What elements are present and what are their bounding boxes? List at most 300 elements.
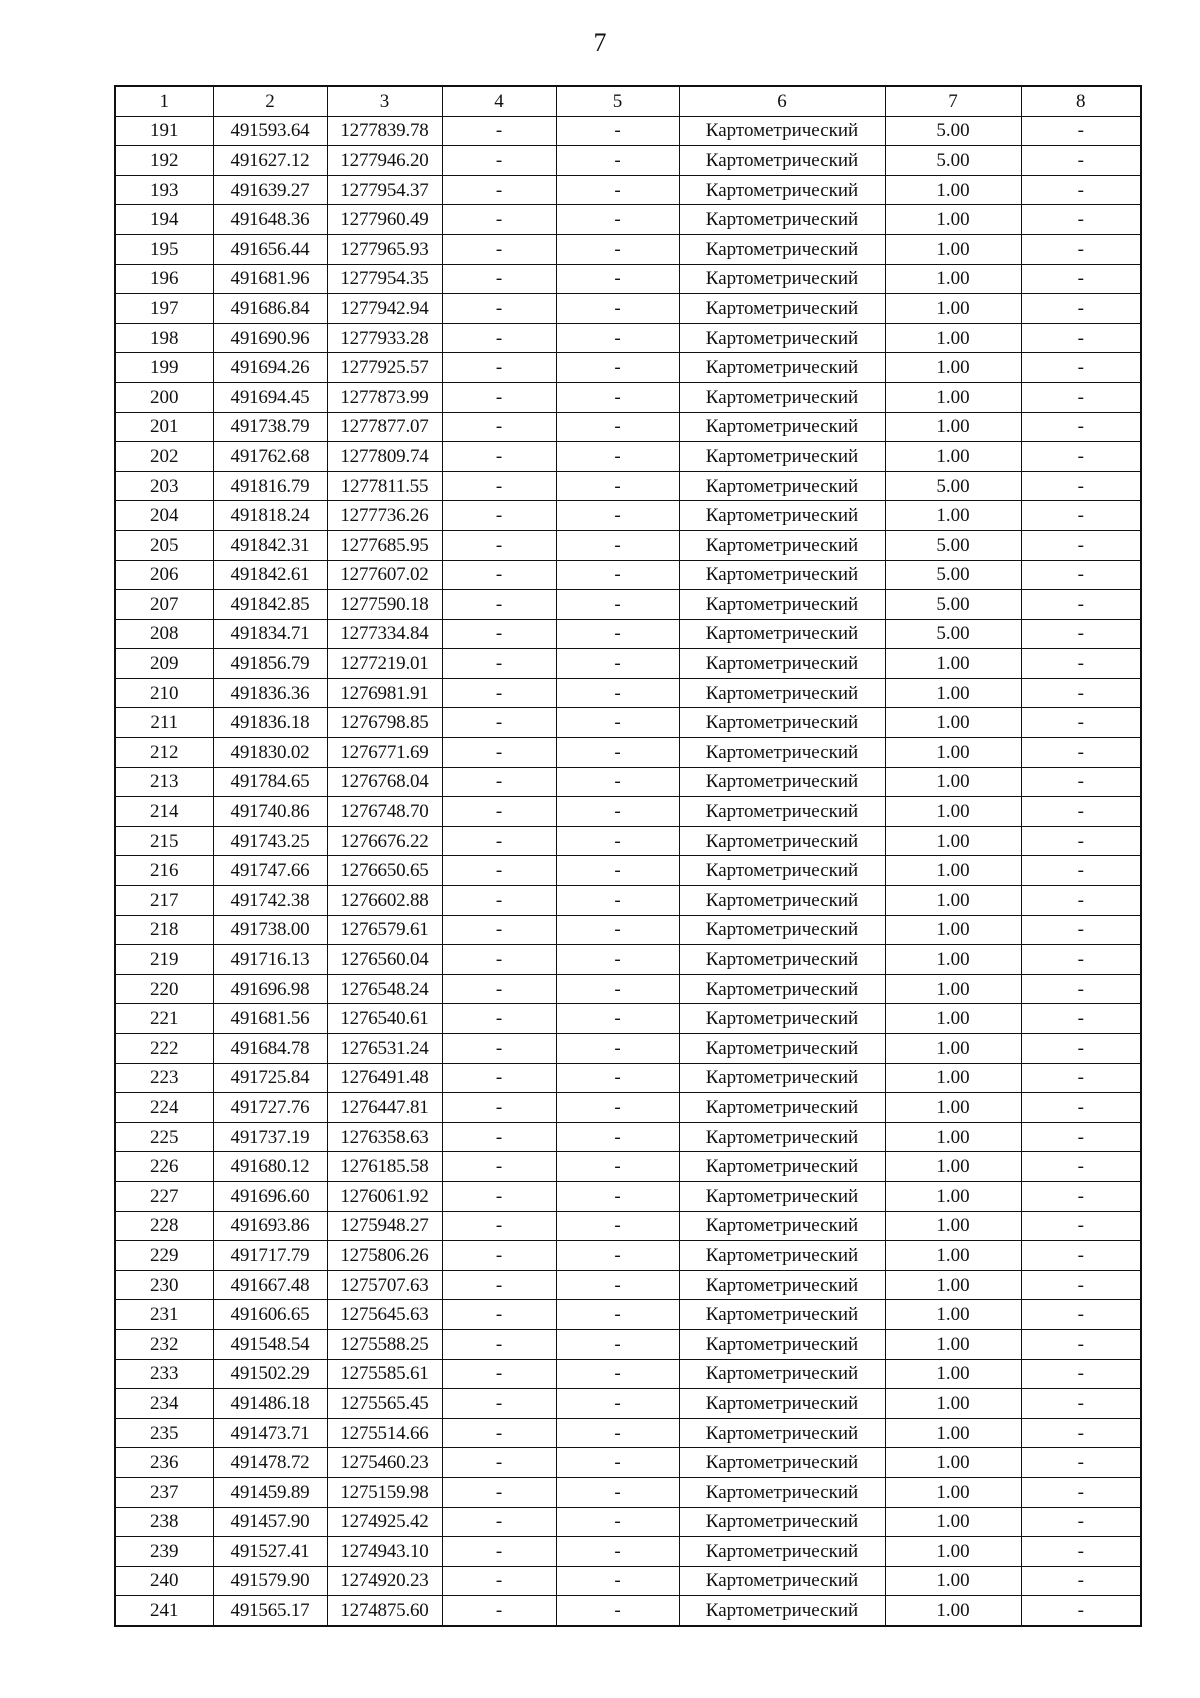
table-row bbox=[115, 738, 1141, 768]
cell-col-4: - bbox=[442, 1093, 556, 1123]
cell-accuracy: 1.00 bbox=[885, 353, 1021, 383]
cell-x-coordinate: 491473.71 bbox=[213, 1418, 327, 1448]
cell-y-coordinate: 1277946.20 bbox=[327, 146, 442, 176]
cell-x-coordinate: 491830.02 bbox=[213, 738, 327, 768]
cell-col-4: - bbox=[442, 116, 556, 146]
cell-col-4: - bbox=[442, 1389, 556, 1419]
table-row bbox=[115, 1270, 1141, 1300]
cell-col-8: - bbox=[1021, 1241, 1141, 1271]
cell-col-4: - bbox=[442, 1596, 556, 1626]
cell-x-coordinate: 491717.79 bbox=[213, 1241, 327, 1271]
cell-y-coordinate: 1276185.58 bbox=[327, 1152, 442, 1182]
cell-col-5: - bbox=[556, 1093, 679, 1123]
cell-x-coordinate: 491686.84 bbox=[213, 294, 327, 324]
cell-col-5: - bbox=[556, 1537, 679, 1567]
cell-accuracy: 1.00 bbox=[885, 767, 1021, 797]
cell-point-number: 233 bbox=[115, 1359, 213, 1389]
cell-accuracy: 1.00 bbox=[885, 1329, 1021, 1359]
cell-accuracy: 5.00 bbox=[885, 146, 1021, 176]
table-row bbox=[115, 412, 1141, 442]
table-row bbox=[115, 442, 1141, 472]
cell-accuracy: 1.00 bbox=[885, 1270, 1021, 1300]
cell-col-5: - bbox=[556, 826, 679, 856]
cell-col-4: - bbox=[442, 738, 556, 768]
cell-y-coordinate: 1277877.07 bbox=[327, 412, 442, 442]
cell-col-4: - bbox=[442, 471, 556, 501]
table-row bbox=[115, 1241, 1141, 1271]
cell-col-5: - bbox=[556, 412, 679, 442]
cell-method: Картометрический bbox=[679, 1241, 885, 1271]
table-row bbox=[115, 205, 1141, 235]
cell-method: Картометрический bbox=[679, 442, 885, 472]
cell-col-4: - bbox=[442, 649, 556, 679]
cell-col-5: - bbox=[556, 560, 679, 590]
cell-point-number: 232 bbox=[115, 1329, 213, 1359]
column-header-1: 1 bbox=[115, 86, 213, 116]
cell-col-4: - bbox=[442, 915, 556, 945]
table-row bbox=[115, 590, 1141, 620]
cell-y-coordinate: 1276748.70 bbox=[327, 797, 442, 827]
cell-y-coordinate: 1277933.28 bbox=[327, 323, 442, 353]
cell-col-8: - bbox=[1021, 412, 1141, 442]
cell-col-5: - bbox=[556, 234, 679, 264]
cell-y-coordinate: 1275948.27 bbox=[327, 1211, 442, 1241]
cell-col-4: - bbox=[442, 264, 556, 294]
cell-y-coordinate: 1276981.91 bbox=[327, 678, 442, 708]
cell-col-5: - bbox=[556, 915, 679, 945]
cell-y-coordinate: 1276531.24 bbox=[327, 1034, 442, 1064]
table-row bbox=[115, 323, 1141, 353]
cell-y-coordinate: 1277685.95 bbox=[327, 530, 442, 560]
cell-y-coordinate: 1277607.02 bbox=[327, 560, 442, 590]
cell-y-coordinate: 1276768.04 bbox=[327, 767, 442, 797]
cell-col-8: - bbox=[1021, 945, 1141, 975]
cell-accuracy: 1.00 bbox=[885, 1152, 1021, 1182]
cell-col-5: - bbox=[556, 1181, 679, 1211]
cell-x-coordinate: 491856.79 bbox=[213, 649, 327, 679]
cell-method: Картометрический bbox=[679, 590, 885, 620]
cell-col-5: - bbox=[556, 1300, 679, 1330]
cell-x-coordinate: 491694.26 bbox=[213, 353, 327, 383]
cell-x-coordinate: 491762.68 bbox=[213, 442, 327, 472]
cell-col-5: - bbox=[556, 1152, 679, 1182]
cell-point-number: 193 bbox=[115, 175, 213, 205]
table-row bbox=[115, 1359, 1141, 1389]
cell-accuracy: 5.00 bbox=[885, 116, 1021, 146]
cell-point-number: 202 bbox=[115, 442, 213, 472]
cell-col-8: - bbox=[1021, 234, 1141, 264]
cell-col-8: - bbox=[1021, 1566, 1141, 1596]
cell-col-8: - bbox=[1021, 353, 1141, 383]
cell-x-coordinate: 491690.96 bbox=[213, 323, 327, 353]
cell-col-4: - bbox=[442, 1004, 556, 1034]
cell-method: Картометрический bbox=[679, 1537, 885, 1567]
table-row bbox=[115, 856, 1141, 886]
cell-col-4: - bbox=[442, 619, 556, 649]
cell-accuracy: 1.00 bbox=[885, 1241, 1021, 1271]
cell-accuracy: 1.00 bbox=[885, 442, 1021, 472]
cell-col-5: - bbox=[556, 945, 679, 975]
cell-y-coordinate: 1277839.78 bbox=[327, 116, 442, 146]
cell-col-8: - bbox=[1021, 382, 1141, 412]
table-row bbox=[115, 974, 1141, 1004]
table-row bbox=[115, 1063, 1141, 1093]
cell-method: Картометрический bbox=[679, 1034, 885, 1064]
cell-col-4: - bbox=[442, 175, 556, 205]
table-row bbox=[115, 1300, 1141, 1330]
cell-accuracy: 1.00 bbox=[885, 1359, 1021, 1389]
cell-col-8: - bbox=[1021, 1181, 1141, 1211]
cell-x-coordinate: 491486.18 bbox=[213, 1389, 327, 1419]
cell-point-number: 237 bbox=[115, 1477, 213, 1507]
cell-col-5: - bbox=[556, 382, 679, 412]
cell-accuracy: 1.00 bbox=[885, 915, 1021, 945]
cell-col-4: - bbox=[442, 382, 556, 412]
cell-x-coordinate: 491548.54 bbox=[213, 1329, 327, 1359]
cell-point-number: 191 bbox=[115, 116, 213, 146]
cell-col-5: - bbox=[556, 649, 679, 679]
cell-y-coordinate: 1276771.69 bbox=[327, 738, 442, 768]
column-header-3: 3 bbox=[327, 86, 442, 116]
cell-col-8: - bbox=[1021, 678, 1141, 708]
cell-col-5: - bbox=[556, 323, 679, 353]
cell-accuracy: 1.00 bbox=[885, 1448, 1021, 1478]
table-row bbox=[115, 146, 1141, 176]
cell-x-coordinate: 491818.24 bbox=[213, 501, 327, 531]
cell-method: Картометрический bbox=[679, 1448, 885, 1478]
cell-col-4: - bbox=[442, 678, 556, 708]
cell-col-8: - bbox=[1021, 1152, 1141, 1182]
cell-col-8: - bbox=[1021, 1596, 1141, 1626]
cell-y-coordinate: 1274920.23 bbox=[327, 1566, 442, 1596]
cell-x-coordinate: 491740.86 bbox=[213, 797, 327, 827]
cell-point-number: 220 bbox=[115, 974, 213, 1004]
cell-point-number: 196 bbox=[115, 264, 213, 294]
cell-accuracy: 1.00 bbox=[885, 708, 1021, 738]
cell-col-4: - bbox=[442, 1241, 556, 1271]
cell-col-5: - bbox=[556, 1122, 679, 1152]
cell-col-8: - bbox=[1021, 116, 1141, 146]
cell-col-4: - bbox=[442, 886, 556, 916]
cell-col-4: - bbox=[442, 1418, 556, 1448]
cell-col-5: - bbox=[556, 1329, 679, 1359]
cell-method: Картометрический bbox=[679, 1004, 885, 1034]
cell-col-8: - bbox=[1021, 974, 1141, 1004]
cell-col-8: - bbox=[1021, 1211, 1141, 1241]
cell-x-coordinate: 491836.36 bbox=[213, 678, 327, 708]
cell-method: Картометрический bbox=[679, 974, 885, 1004]
cell-y-coordinate: 1275645.63 bbox=[327, 1300, 442, 1330]
cell-col-8: - bbox=[1021, 205, 1141, 235]
cell-col-4: - bbox=[442, 826, 556, 856]
cell-accuracy: 1.00 bbox=[885, 1122, 1021, 1152]
cell-method: Картометрический bbox=[679, 530, 885, 560]
cell-x-coordinate: 491656.44 bbox=[213, 234, 327, 264]
cell-x-coordinate: 491836.18 bbox=[213, 708, 327, 738]
cell-accuracy: 1.00 bbox=[885, 382, 1021, 412]
cell-y-coordinate: 1275514.66 bbox=[327, 1418, 442, 1448]
cell-col-5: - bbox=[556, 1477, 679, 1507]
cell-x-coordinate: 491527.41 bbox=[213, 1537, 327, 1567]
cell-y-coordinate: 1275159.98 bbox=[327, 1477, 442, 1507]
cell-y-coordinate: 1276061.92 bbox=[327, 1181, 442, 1211]
cell-col-5: - bbox=[556, 856, 679, 886]
cell-y-coordinate: 1275585.61 bbox=[327, 1359, 442, 1389]
cell-x-coordinate: 491680.12 bbox=[213, 1152, 327, 1182]
cell-col-8: - bbox=[1021, 1270, 1141, 1300]
cell-col-5: - bbox=[556, 619, 679, 649]
column-header-4: 4 bbox=[442, 86, 556, 116]
cell-point-number: 239 bbox=[115, 1537, 213, 1567]
cell-point-number: 215 bbox=[115, 826, 213, 856]
table-row bbox=[115, 1004, 1141, 1034]
cell-col-4: - bbox=[442, 1537, 556, 1567]
cell-method: Картометрический bbox=[679, 560, 885, 590]
column-header-7: 7 bbox=[885, 86, 1021, 116]
cell-col-4: - bbox=[442, 797, 556, 827]
cell-col-5: - bbox=[556, 471, 679, 501]
table-row bbox=[115, 945, 1141, 975]
cell-accuracy: 1.00 bbox=[885, 797, 1021, 827]
table-row bbox=[115, 353, 1141, 383]
cell-col-4: - bbox=[442, 856, 556, 886]
cell-point-number: 199 bbox=[115, 353, 213, 383]
cell-point-number: 216 bbox=[115, 856, 213, 886]
cell-method: Картометрический bbox=[679, 501, 885, 531]
cell-point-number: 208 bbox=[115, 619, 213, 649]
cell-method: Картометрический bbox=[679, 234, 885, 264]
cell-col-4: - bbox=[442, 974, 556, 1004]
cell-accuracy: 1.00 bbox=[885, 1211, 1021, 1241]
cell-method: Картометрический bbox=[679, 1152, 885, 1182]
cell-accuracy: 1.00 bbox=[885, 1596, 1021, 1626]
cell-x-coordinate: 491593.64 bbox=[213, 116, 327, 146]
cell-point-number: 221 bbox=[115, 1004, 213, 1034]
cell-col-5: - bbox=[556, 1507, 679, 1537]
column-header-5: 5 bbox=[556, 86, 679, 116]
cell-col-5: - bbox=[556, 1241, 679, 1271]
cell-x-coordinate: 491579.90 bbox=[213, 1566, 327, 1596]
cell-x-coordinate: 491606.65 bbox=[213, 1300, 327, 1330]
cell-accuracy: 1.00 bbox=[885, 175, 1021, 205]
cell-method: Картометрический bbox=[679, 1596, 885, 1626]
cell-col-8: - bbox=[1021, 294, 1141, 324]
cell-col-4: - bbox=[442, 560, 556, 590]
cell-y-coordinate: 1274943.10 bbox=[327, 1537, 442, 1567]
cell-method: Картометрический bbox=[679, 1566, 885, 1596]
cell-col-5: - bbox=[556, 353, 679, 383]
cell-col-4: - bbox=[442, 353, 556, 383]
cell-point-number: 231 bbox=[115, 1300, 213, 1330]
cell-point-number: 212 bbox=[115, 738, 213, 768]
cell-point-number: 218 bbox=[115, 915, 213, 945]
cell-y-coordinate: 1277736.26 bbox=[327, 501, 442, 531]
cell-y-coordinate: 1276676.22 bbox=[327, 826, 442, 856]
cell-point-number: 222 bbox=[115, 1034, 213, 1064]
cell-col-5: - bbox=[556, 1596, 679, 1626]
cell-y-coordinate: 1277954.35 bbox=[327, 264, 442, 294]
cell-accuracy: 5.00 bbox=[885, 590, 1021, 620]
cell-method: Картометрический bbox=[679, 294, 885, 324]
cell-point-number: 241 bbox=[115, 1596, 213, 1626]
cell-point-number: 235 bbox=[115, 1418, 213, 1448]
cell-col-8: - bbox=[1021, 323, 1141, 353]
table-row bbox=[115, 560, 1141, 590]
cell-x-coordinate: 491502.29 bbox=[213, 1359, 327, 1389]
cell-x-coordinate: 491639.27 bbox=[213, 175, 327, 205]
table-row bbox=[115, 382, 1141, 412]
table-row bbox=[115, 1181, 1141, 1211]
cell-accuracy: 1.00 bbox=[885, 649, 1021, 679]
coordinates-table bbox=[114, 85, 1142, 1627]
cell-col-8: - bbox=[1021, 1359, 1141, 1389]
cell-method: Картометрический bbox=[679, 649, 885, 679]
table-row bbox=[115, 797, 1141, 827]
cell-method: Картометрический bbox=[679, 412, 885, 442]
cell-point-number: 207 bbox=[115, 590, 213, 620]
cell-col-5: - bbox=[556, 116, 679, 146]
cell-x-coordinate: 491696.60 bbox=[213, 1181, 327, 1211]
cell-col-4: - bbox=[442, 767, 556, 797]
cell-col-4: - bbox=[442, 708, 556, 738]
cell-x-coordinate: 491842.85 bbox=[213, 590, 327, 620]
cell-accuracy: 1.00 bbox=[885, 1507, 1021, 1537]
cell-x-coordinate: 491725.84 bbox=[213, 1063, 327, 1093]
cell-point-number: 240 bbox=[115, 1566, 213, 1596]
cell-col-4: - bbox=[442, 205, 556, 235]
cell-y-coordinate: 1276358.63 bbox=[327, 1122, 442, 1152]
cell-y-coordinate: 1275588.25 bbox=[327, 1329, 442, 1359]
cell-col-5: - bbox=[556, 442, 679, 472]
cell-accuracy: 1.00 bbox=[885, 501, 1021, 531]
cell-point-number: 223 bbox=[115, 1063, 213, 1093]
table-row bbox=[115, 530, 1141, 560]
cell-point-number: 234 bbox=[115, 1389, 213, 1419]
table-body bbox=[115, 116, 1141, 1626]
column-header-2: 2 bbox=[213, 86, 327, 116]
table-row bbox=[115, 1418, 1141, 1448]
cell-method: Картометрический bbox=[679, 1270, 885, 1300]
cell-accuracy: 1.00 bbox=[885, 886, 1021, 916]
cell-method: Картометрический bbox=[679, 826, 885, 856]
cell-x-coordinate: 491727.76 bbox=[213, 1093, 327, 1123]
cell-col-5: - bbox=[556, 1418, 679, 1448]
cell-col-4: - bbox=[442, 945, 556, 975]
cell-accuracy: 1.00 bbox=[885, 264, 1021, 294]
cell-point-number: 236 bbox=[115, 1448, 213, 1478]
cell-accuracy: 1.00 bbox=[885, 974, 1021, 1004]
table-row bbox=[115, 1389, 1141, 1419]
cell-col-5: - bbox=[556, 767, 679, 797]
cell-col-5: - bbox=[556, 1004, 679, 1034]
cell-point-number: 238 bbox=[115, 1507, 213, 1537]
cell-method: Картометрический bbox=[679, 353, 885, 383]
cell-col-4: - bbox=[442, 412, 556, 442]
cell-col-8: - bbox=[1021, 590, 1141, 620]
table-row bbox=[115, 116, 1141, 146]
cell-col-4: - bbox=[442, 1181, 556, 1211]
cell-method: Картометрический bbox=[679, 471, 885, 501]
cell-method: Картометрический bbox=[679, 1181, 885, 1211]
cell-accuracy: 1.00 bbox=[885, 1034, 1021, 1064]
cell-point-number: 227 bbox=[115, 1181, 213, 1211]
cell-y-coordinate: 1277942.94 bbox=[327, 294, 442, 324]
cell-method: Картометрический bbox=[679, 323, 885, 353]
cell-col-5: - bbox=[556, 146, 679, 176]
cell-col-8: - bbox=[1021, 1507, 1141, 1537]
cell-method: Картометрический bbox=[679, 945, 885, 975]
cell-col-8: - bbox=[1021, 856, 1141, 886]
cell-col-5: - bbox=[556, 1359, 679, 1389]
cell-col-4: - bbox=[442, 1329, 556, 1359]
cell-x-coordinate: 491738.00 bbox=[213, 915, 327, 945]
cell-x-coordinate: 491842.61 bbox=[213, 560, 327, 590]
cell-accuracy: 1.00 bbox=[885, 678, 1021, 708]
table-row bbox=[115, 1329, 1141, 1359]
cell-col-5: - bbox=[556, 205, 679, 235]
cell-col-5: - bbox=[556, 590, 679, 620]
table-row bbox=[115, 264, 1141, 294]
cell-method: Картометрический bbox=[679, 1477, 885, 1507]
cell-x-coordinate: 491648.36 bbox=[213, 205, 327, 235]
cell-y-coordinate: 1276602.88 bbox=[327, 886, 442, 916]
table-row bbox=[115, 1566, 1141, 1596]
cell-point-number: 224 bbox=[115, 1093, 213, 1123]
table-row bbox=[115, 1034, 1141, 1064]
cell-method: Картометрический bbox=[679, 1359, 885, 1389]
cell-method: Картометрический bbox=[679, 1063, 885, 1093]
cell-col-5: - bbox=[556, 1063, 679, 1093]
table-row bbox=[115, 1596, 1141, 1626]
cell-point-number: 213 bbox=[115, 767, 213, 797]
cell-col-5: - bbox=[556, 501, 679, 531]
cell-col-5: - bbox=[556, 678, 679, 708]
cell-col-8: - bbox=[1021, 471, 1141, 501]
cell-x-coordinate: 491842.31 bbox=[213, 530, 327, 560]
cell-col-4: - bbox=[442, 501, 556, 531]
cell-col-5: - bbox=[556, 1566, 679, 1596]
cell-col-4: - bbox=[442, 1448, 556, 1478]
table-row bbox=[115, 767, 1141, 797]
page-number: 7 bbox=[593, 28, 607, 57]
cell-col-8: - bbox=[1021, 797, 1141, 827]
cell-method: Картометрический bbox=[679, 116, 885, 146]
cell-y-coordinate: 1276540.61 bbox=[327, 1004, 442, 1034]
cell-accuracy: 1.00 bbox=[885, 412, 1021, 442]
cell-method: Картометрический bbox=[679, 1507, 885, 1537]
cell-x-coordinate: 491681.56 bbox=[213, 1004, 327, 1034]
cell-method: Картометрический bbox=[679, 619, 885, 649]
cell-col-5: - bbox=[556, 738, 679, 768]
cell-x-coordinate: 491693.86 bbox=[213, 1211, 327, 1241]
cell-x-coordinate: 491696.98 bbox=[213, 974, 327, 1004]
cell-method: Картометрический bbox=[679, 915, 885, 945]
cell-col-8: - bbox=[1021, 175, 1141, 205]
cell-method: Картометрический bbox=[679, 264, 885, 294]
cell-col-4: - bbox=[442, 146, 556, 176]
cell-col-8: - bbox=[1021, 1448, 1141, 1478]
table-row bbox=[115, 1211, 1141, 1241]
cell-method: Картометрический bbox=[679, 856, 885, 886]
table-row bbox=[115, 649, 1141, 679]
cell-col-4: - bbox=[442, 1034, 556, 1064]
cell-y-coordinate: 1277811.55 bbox=[327, 471, 442, 501]
table-row bbox=[115, 175, 1141, 205]
cell-x-coordinate: 491694.45 bbox=[213, 382, 327, 412]
cell-x-coordinate: 491716.13 bbox=[213, 945, 327, 975]
cell-col-8: - bbox=[1021, 442, 1141, 472]
table-row bbox=[115, 826, 1141, 856]
